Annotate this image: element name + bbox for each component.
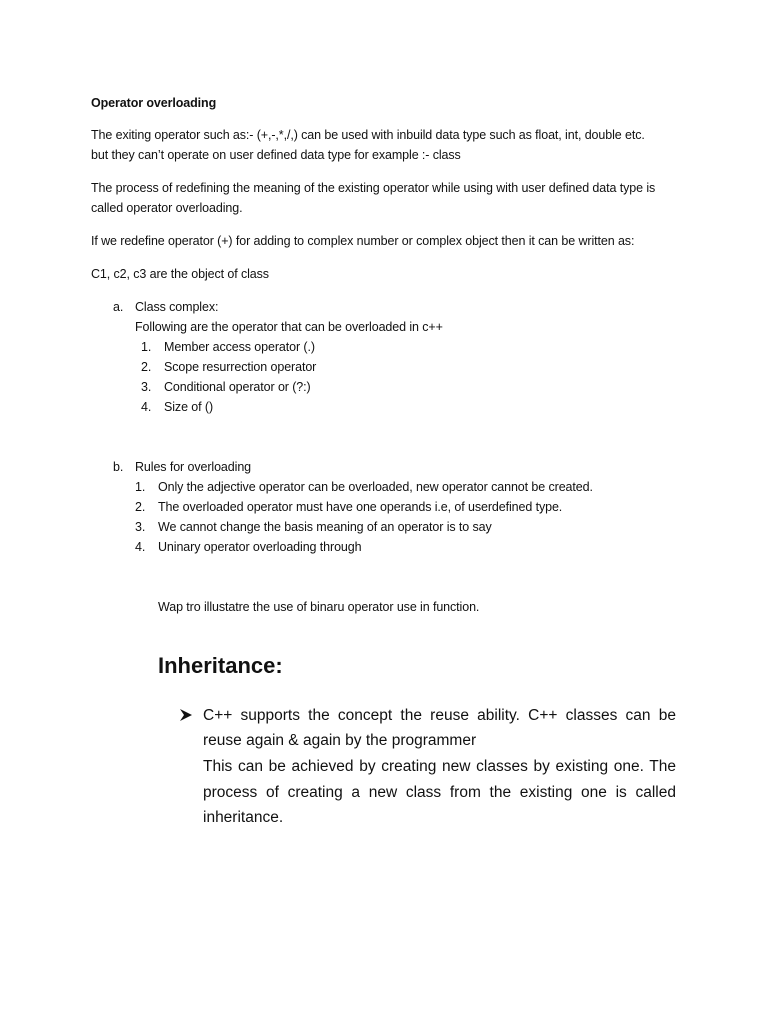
inheritance-line: This can be achieved by creating new classes by existing one. The xyxy=(203,758,676,775)
inheritance-line: reuse again & again by the programmer xyxy=(203,732,477,749)
list-item-number: 3. xyxy=(135,520,146,534)
list-item-number: 2. xyxy=(141,360,152,374)
list-item: Only the adjective operator can be overloaded, new operator cannot be created. xyxy=(158,480,593,494)
list-item: Conditional operator or (?:) xyxy=(164,380,311,394)
list-item-number: 2. xyxy=(135,500,146,514)
inheritance-line: C++ supports the concept the reuse ability. C++ classes can be xyxy=(203,707,676,724)
list-item-number: 3. xyxy=(141,380,152,394)
list-marker-a: a. xyxy=(113,300,124,314)
section-heading-operator-overloading: Operator overloading xyxy=(91,96,217,110)
paragraph-line: The exiting operator such as:- (+,-,*,/,) can be used with inbuild data type such as float, int, double etc. xyxy=(91,128,645,142)
list-item-number: 1. xyxy=(135,480,146,494)
list-title-class-complex: Class complex: xyxy=(135,300,219,314)
list-item: Member access operator (.) xyxy=(164,340,315,354)
paragraph: C1, c2, c3 are the object of class xyxy=(91,267,269,281)
list-marker-b: b. xyxy=(113,460,124,474)
list-item: Uninary operator overloading through xyxy=(158,540,362,554)
paragraph-line: called operator overloading. xyxy=(91,201,243,215)
list-title-rules: Rules for overloading xyxy=(135,460,252,474)
list-item-number: 4. xyxy=(141,400,152,414)
list-item: Size of () xyxy=(164,400,214,414)
list-item: Scope resurrection operator xyxy=(164,360,317,374)
list-subtitle: Following are the operator that can be overloaded in c++ xyxy=(135,320,443,334)
list-item: We cannot change the basis meaning of an operator is to say xyxy=(158,520,492,534)
paragraph-line: but they can’t operate on user defined data type for example :- class xyxy=(91,148,461,162)
paragraph: If we redefine operator (+) for adding to complex number or complex object then it can be written as: xyxy=(91,234,635,248)
wap-note: Wap tro illustatre the use of binaru operator use in function. xyxy=(158,600,480,614)
list-item-number: 1. xyxy=(141,340,152,354)
paragraph-line: The process of redefining the meaning of the existing operator while using with user defined data type is xyxy=(91,181,656,195)
list-item: The overloaded operator must have one operands i.e, of userdefined type. xyxy=(158,500,563,514)
inheritance-line: process of creating a new class from the existing one is called xyxy=(203,784,676,801)
arrow-bullet-icon xyxy=(178,707,194,723)
list-item-number: 4. xyxy=(135,540,146,554)
section-heading-inheritance: Inheritance: xyxy=(158,653,283,678)
inheritance-line: inheritance. xyxy=(203,809,284,826)
